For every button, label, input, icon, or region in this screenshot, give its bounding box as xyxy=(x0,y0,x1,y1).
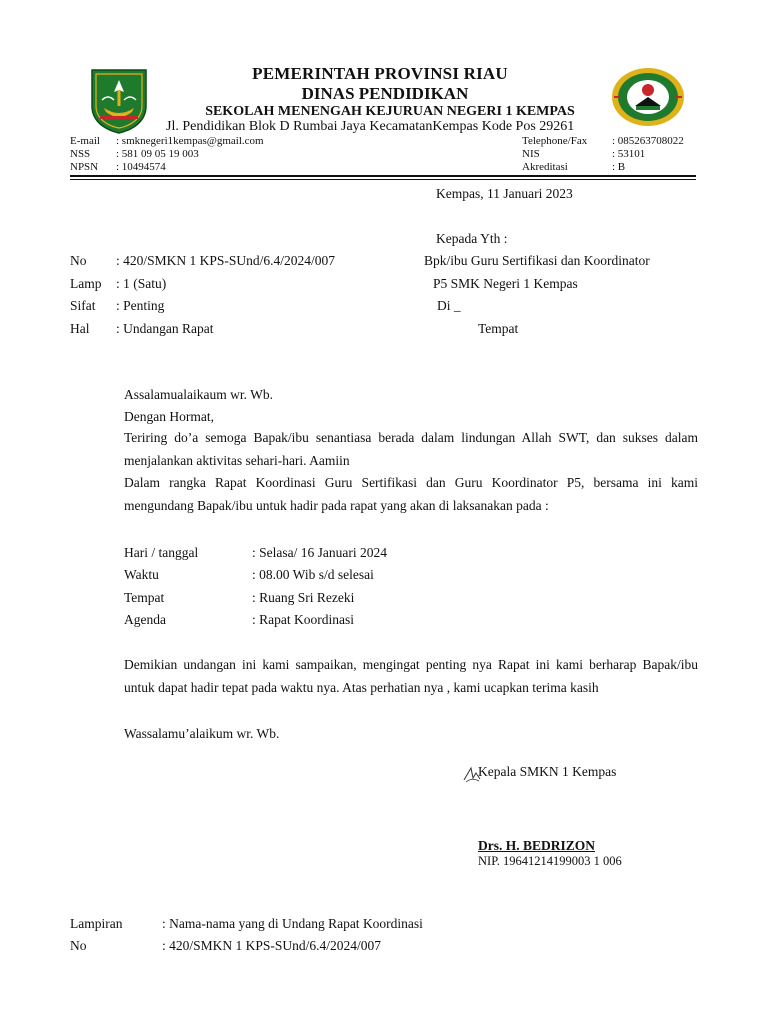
attachment-value: : Nama-nama yang di Undang Rapat Koordinasi xyxy=(162,916,423,931)
contact-row-email xyxy=(70,135,264,148)
closing-greeting: Wassalamu’alaikum wr. Wb. xyxy=(124,726,280,741)
contact-value: : 10494574 xyxy=(116,161,166,173)
recipient-line: Tempat xyxy=(478,321,519,336)
contact-label: Telephone/Fax xyxy=(522,135,588,147)
letterhead-school: SEKOLAH MENENGAH KEJURUAN NEGERI 1 KEMPAS xyxy=(205,104,575,119)
contact-value: : 581 09 05 19 003 xyxy=(116,148,199,160)
detail-label: Hari / tanggal xyxy=(124,545,199,560)
signatory-title: Kepala SMKN 1 Kempas xyxy=(478,764,617,779)
contact-label: NIS xyxy=(522,148,540,160)
meta-label-sifat: Sifat xyxy=(70,298,96,313)
contact-label: NPSN xyxy=(70,161,99,173)
detail-label: Waktu xyxy=(124,567,159,582)
letterhead-government: PEMERINTAH PROVINSI RIAU xyxy=(252,64,508,83)
contact-row-nis xyxy=(522,148,645,161)
contact-row-nss xyxy=(70,148,199,161)
detail-label: Agenda xyxy=(124,612,166,627)
body-paragraph: Dalam rangka Rapat Koordinasi Guru Sertifikasi dan Guru Koordinator P5, bersama ini kami mengundang Bapak/ibu untuk hadir pada rapat yang akan di laksanakan pada : xyxy=(124,475,698,513)
detail-value: : Ruang Sri Rezeki xyxy=(252,590,355,605)
contact-value: : smknegeri1kempas@gmail.com xyxy=(116,135,264,147)
signatory-nip: NIP. 19641214199003 1 006 xyxy=(478,854,622,868)
contact-value: : B xyxy=(612,161,626,173)
detail-value: : Rapat Koordinasi xyxy=(252,612,354,627)
letterhead-divider-thick xyxy=(70,175,696,177)
contact-value: : 53101 xyxy=(612,148,646,160)
recipient-greeting: Kepada Yth : xyxy=(436,231,508,246)
recipient-line: Di _ xyxy=(437,298,461,313)
recipient-line: P5 SMK Negeri 1 Kempas xyxy=(433,276,578,291)
contact-row-telephone xyxy=(522,135,684,148)
opening-greeting: Assalamualaikaum wr. Wb. xyxy=(124,387,273,402)
riau-province-emblem-icon xyxy=(88,66,150,134)
body-paragraph: Teriring do’a semoga Bapak/ibu senantiasa berada dalam lindungan Allah SWT, dan sukses dalam menjalankan aktivitas sehari-hari. Aamiin xyxy=(124,430,698,468)
meta-label-lamp: Lamp xyxy=(70,276,102,291)
salutation: Dengan Hormat, xyxy=(124,409,214,424)
meta-value-hal: : Undangan Rapat xyxy=(116,321,214,336)
detail-value: : 08.00 Wib s/d selesai xyxy=(252,567,374,582)
detail-value: : Selasa/ 16 Januari 2024 xyxy=(252,545,387,560)
contact-label: Akreditasi xyxy=(522,161,568,173)
letterhead-address: Jl. Pendidikan Blok D Rumbai Jaya KecamatanKempas Kode Pos 29261 xyxy=(166,119,575,134)
place-date: Kempas, 11 Januari 2023 xyxy=(436,186,573,201)
letterhead xyxy=(150,64,610,120)
meta-label-hal: Hal xyxy=(70,321,90,336)
contact-row-npsn xyxy=(70,161,166,174)
meta-label-no: No xyxy=(70,253,87,268)
detail-label: Tempat xyxy=(124,590,165,605)
attachment-label: No xyxy=(70,938,87,953)
attachment-value: : 420/SMKN 1 KPS-SUnd/6.4/2024/007 xyxy=(162,938,382,953)
letterhead-divider-thin xyxy=(70,179,696,180)
meta-value-lamp: : 1 (Satu) xyxy=(116,276,167,291)
meta-value-sifat: : Penting xyxy=(116,298,165,313)
letterhead-department: DINAS PENDIDIKAN xyxy=(301,84,469,103)
contact-label: NSS xyxy=(70,148,91,160)
attachment-label: Lampiran xyxy=(70,916,123,931)
recipient-line: Bpk/ibu Guru Sertifikasi dan Koordinator xyxy=(424,253,650,268)
meta-value-no: : 420/SMKN 1 KPS-SUnd/6.4/2024/007 xyxy=(116,253,336,268)
contact-row-akreditasi xyxy=(522,161,625,174)
signatory-name: Drs. H. BEDRIZON xyxy=(478,838,596,853)
closing-paragraph: Demikian undangan ini kami sampaikan, mengingat penting nya Rapat ini kami berharap Bapak/ibu untuk dapat hadir tepat pada waktu nya. Atas perhatian nya , kami ucapkan terima kasih xyxy=(124,657,698,695)
education-office-emblem-icon xyxy=(610,66,686,128)
contact-label: E-mail xyxy=(70,135,100,147)
contact-value: : 085263708022 xyxy=(612,135,684,147)
